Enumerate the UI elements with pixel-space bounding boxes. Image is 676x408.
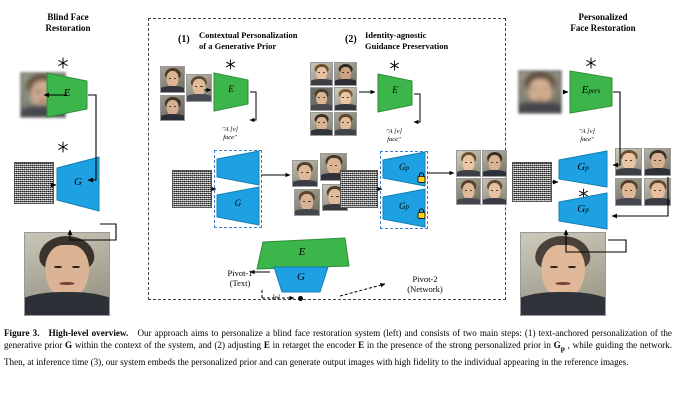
step-2-number: (2): [345, 34, 357, 45]
left-column-title: Blind Face Restoration: [45, 12, 91, 33]
generator-label-step1: G: [234, 198, 242, 208]
step-2-title: Identity-agnostic Guidance Preservation: [365, 30, 449, 51]
pivot-token-label: [v]: [272, 294, 280, 301]
generator-pers-label-step2-bottom: Gp: [399, 201, 409, 211]
caption-symbol-E1: E: [263, 340, 270, 351]
step-1-number: (1): [178, 34, 190, 45]
pivot-2-label: Pivot-2 (Network): [407, 274, 443, 294]
caption-body-3: in retarget the encoder: [272, 340, 359, 351]
generator-pers-label-step2-top: Gp: [399, 162, 409, 172]
caption-body-2: within the context of the system, and (2) adjusting: [74, 340, 264, 351]
arrows-step2: [300, 50, 490, 240]
caption-figure-label: Figure 3.: [4, 328, 40, 338]
pivot-generator-label: G: [297, 271, 305, 283]
pivot-1-label: Pivot-1 (Text): [227, 268, 253, 288]
figure-caption: [4, 327, 672, 368]
encoder-pers-label-right: Epers: [581, 84, 601, 96]
caption-body-5: , while guiding the network. Then, at inference time (3), our system embeds the personalized prior and can generate output images with high fidelity to the individual appearing in the reference images.: [4, 340, 673, 367]
caption-body-4: in the presence of the strong personalized prior in: [366, 340, 554, 351]
arrows-right-column: [500, 40, 676, 330]
text-prompt-step1: "A [v] face": [221, 126, 239, 141]
encoder-label-left: E: [63, 87, 71, 99]
caption-title: High-level overview.: [48, 328, 129, 338]
arrows-pivot: [200, 250, 480, 310]
generator-label-left: G: [74, 176, 82, 188]
arrows-left-column: [0, 40, 140, 330]
caption-symbol-E2: E: [358, 340, 365, 351]
step-1-title: Contextual Personalization of a Generative Prior: [199, 30, 298, 51]
generator-pers-label-right-top: Gp: [577, 161, 589, 173]
text-prompt-right: "A [v] face": [578, 128, 596, 143]
caption-body-1: Our approach aims to personalize a blind face restoration system (left) and consists of two main steps: (1) text-anchored personalization of the generative prior: [4, 328, 672, 351]
pivot-encoder-label: E: [298, 246, 306, 258]
encoder-label-step1: E: [228, 84, 234, 94]
text-prompt-step2: "A [v] face": [385, 128, 403, 143]
right-column-title: Personalized Face Restoration: [570, 12, 636, 33]
encoder-label-step2: E: [392, 85, 398, 95]
caption-symbol-G: G: [65, 340, 73, 351]
generator-pers-label-right-bottom: Gp: [577, 203, 589, 215]
caption-symbol-Gp: $G_p$: [553, 340, 565, 354]
